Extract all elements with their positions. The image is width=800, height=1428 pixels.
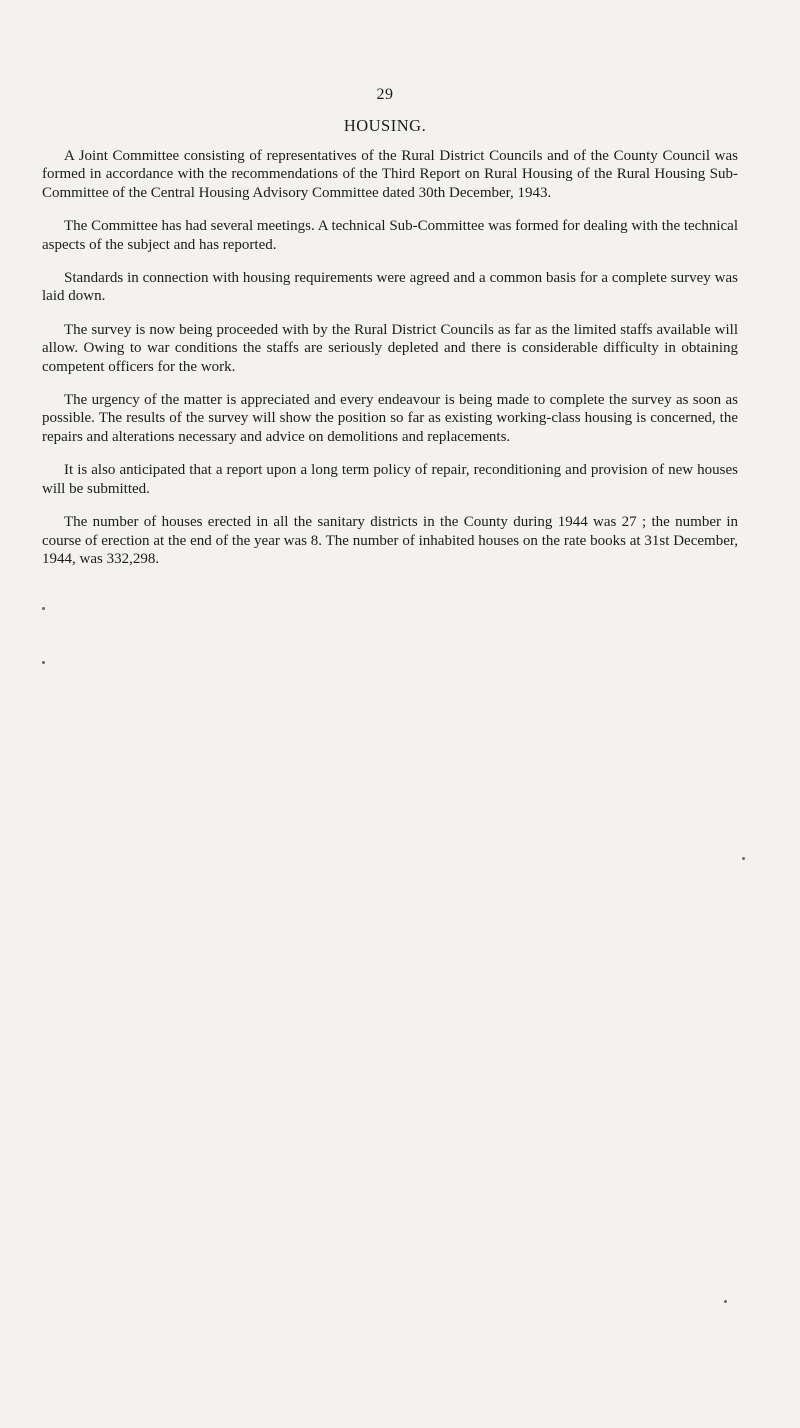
- paragraph-urgency: The urgency of the matter is appreciated and every endeavour is being made to complete the survey as soon as possible. The results of the survey will show the position so far as existing working-class housing is concerned, the repairs and alterations necessary and advice on demolitions and replacements.: [42, 392, 738, 445]
- scan-speck: [724, 1300, 727, 1303]
- scan-speck: [42, 661, 45, 664]
- paragraph-meetings: The Committee has had several meetings. A technical Sub-Committee was formed for dealing with the technical aspects of the subject and has reported.: [42, 218, 738, 253]
- scan-speck: [42, 607, 45, 610]
- body-text: [42, 147, 738, 583]
- paragraph-survey-progress: The survey is now being proceeded with by the Rural District Councils as far as the limited staffs available will allow. Owing to war conditions the staffs are seriously depleted and there is considerable difficulty in obtaining competent officers for the work.: [42, 321, 738, 375]
- scan-speck: [742, 857, 745, 860]
- paragraph-house-numbers: The number of houses erected in all the sanitary districts in the County during 1944 was 27 ; the number in course of erection at the end of the year was 8. The number of inhabited houses on the rate books at 31st December, 1944, was 332,298.: [42, 514, 738, 567]
- paragraph-joint-committee: A Joint Committee consisting of representatives of the Rural District Councils and of the County Council was formed in accordance with the recommendations of the Third Report on Rural Housing of the Rural Housing Sub-Committee of the Central Housing Advisory Committee dated 30th December, 1943.: [42, 148, 738, 201]
- page-number: 29: [376, 86, 394, 103]
- paragraph-standards: Standards in connection with housing requirements were agreed and a common basis for a complete survey was laid down.: [42, 270, 738, 305]
- section-title: HOUSING.: [343, 116, 427, 135]
- paragraph-long-term-policy: It is also anticipated that a report upon a long term policy of repair, reconditioning and provision of new houses will be submitted.: [42, 462, 738, 497]
